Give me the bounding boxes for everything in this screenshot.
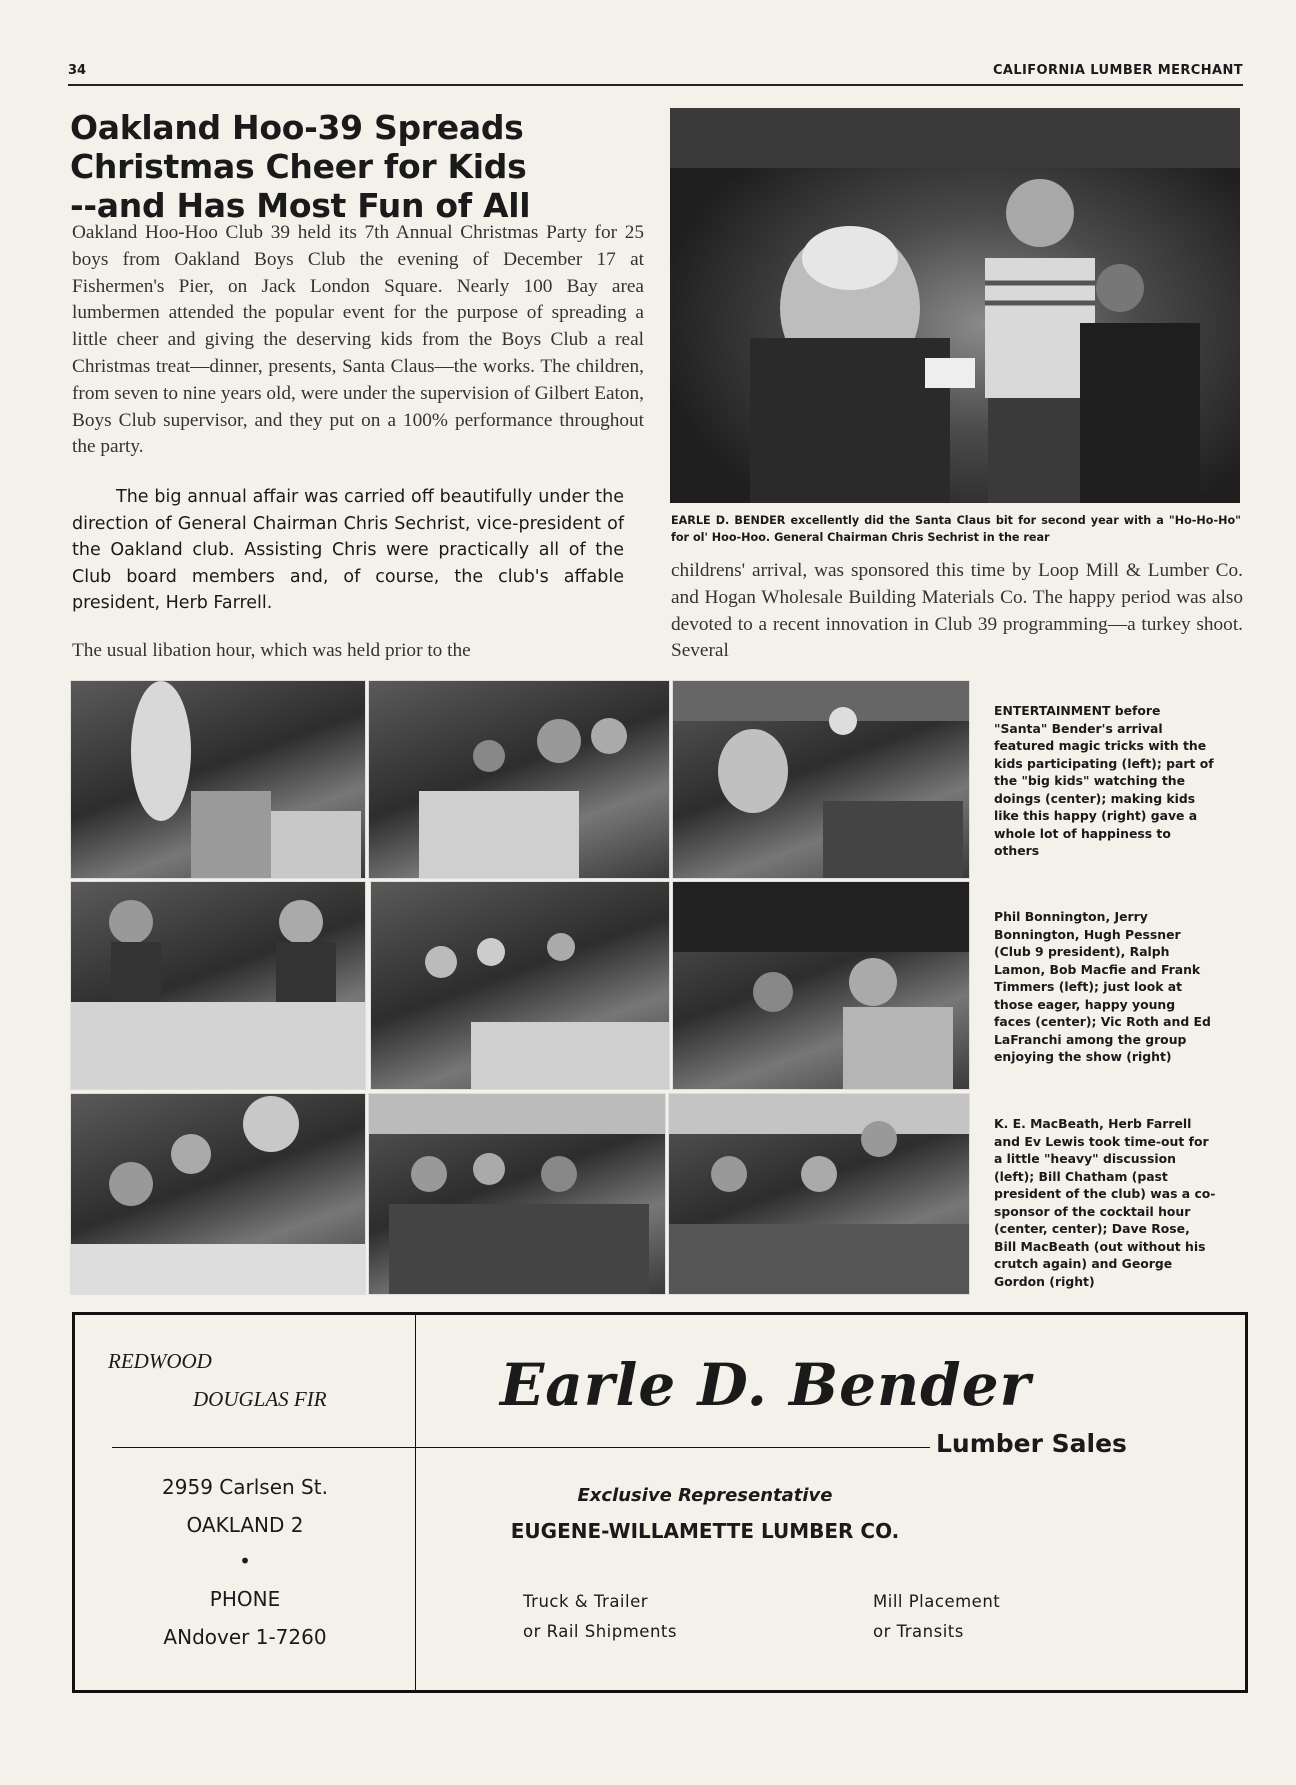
photo-magic-tricks: [70, 680, 366, 879]
grid-caption-row1: ENTERTAINMENT before "Santa" Bender's arrival featured magic tricks with the kids participating (left); part of the "big kids" watching the doings (center); making kids like this happy (right) gave a whole lot of happiness to others: [994, 703, 1214, 858]
ad-city: OAKLAND 2: [186, 1513, 304, 1537]
grid-caption-row2: Phil Bonnington, Jerry Bonnington, Hugh Pessner (Club 9 president), Ralph Lamon, Bob Macfie and Frank Timmers (left); just look at those eager, happy young faces (center); Vic Roth and Ed LaFranchi among the group enjoying the show (right): [994, 909, 1211, 1064]
ad-shipping-line: Mill Placement: [873, 1592, 1001, 1611]
photo-bonnington-group: [70, 881, 366, 1090]
santa-photo-caption: EARLE D. BENDER excellently did the Santa Claus bit for second year with a "Ho-Ho-Ho" for ol' Hoo-Hoo. General Chairman Chris Sechrist in the rear: [671, 514, 1241, 544]
page-header: [68, 58, 1243, 86]
ad-street: 2959 Carlsen St.: [162, 1475, 328, 1499]
article-headline: [70, 108, 650, 225]
article-paragraph-continued: childrens' arrival, was sponsored this time by Loop Mill & Lumber Co. and Hogan Wholesale Building Materials Co. The happy period was also devoted to a recent innovation in Club 39 programming—a turkey shoot. Several: [671, 560, 1243, 662]
article-paragraph: Oakland Hoo-Hoo Club 39 held its 7th Annual Christmas Party for 25 boys from Oakland Boys Club the evening of December 17 at Fishermen's Pier, on Jack London Square. Nearly 100 Bay area lumbermen attended the popular event for the purpose of spreading a little cheer and giving the deserving kids from the Boys Club a real Christmas treat—dinner, presents, Santa Claus—the works. The children, from seven to nine years old, were under the supervision of Gilbert Eaton, Boys Club supervisor, and they put on a 100% performance throughout the party.: [72, 222, 644, 458]
santa-photo: [670, 108, 1240, 503]
headline-line: Oakland Hoo-39 Spreads: [70, 108, 524, 147]
photo-santa-kids: [672, 680, 970, 879]
grid-caption-row3: K. E. MacBeath, Herb Farrell and Ev Lewis took time-out for a little "heavy" discussion (left); Bill Chatham (past president of the club) was a co-sponsor of the cocktail hour (center, center); Dave Rose, Bill MacBeath (out without his crutch again) and George Gordon (right): [994, 1116, 1216, 1289]
ad-exclusive: Exclusive Representative: [577, 1485, 833, 1506]
ad-shipping-line: or Transits: [873, 1622, 964, 1641]
headline-line: --and Has Most Fun of All: [70, 186, 531, 225]
page-number: 34: [68, 63, 87, 78]
ad-phone-number: ANdover 1-7260: [163, 1625, 327, 1649]
ad-shipping-mill: [873, 1587, 1000, 1647]
photo-roth-lafranchi: [672, 881, 970, 1090]
ad-tagline: Lumber Sales: [930, 1429, 1133, 1458]
article-paragraph-bold: The big annual affair was carried off beautifully under the direction of General Chairman Chris Sechrist, vice-president of the Oakland club. Assisting Chris were practically all of the Club board members and, of course, the club's affable president, Herb Farrell.: [72, 487, 624, 613]
ad-wood-douglas-fir: DOUGLAS FIR: [193, 1387, 327, 1411]
article-paragraph: The usual libation hour, which was held prior to the: [72, 640, 471, 661]
ad-shipping-line: Truck & Trailer: [523, 1592, 649, 1611]
photo-heavy-discussion: [70, 1093, 366, 1295]
ad-bullet: •: [239, 1549, 251, 1573]
photo-cocktail-hour: [368, 1093, 666, 1295]
ad-shipping-line: or Rail Shipments: [523, 1622, 677, 1641]
photo-happy-faces: [370, 881, 670, 1090]
bender-advertisement: [72, 1312, 1248, 1693]
ad-company: EUGENE-WILLAMETTE LUMBER CO.: [510, 1519, 900, 1543]
photo-big-kids: [368, 680, 670, 879]
publication-name: CALIFORNIA LUMBER MERCHANT: [992, 63, 1243, 78]
ad-signature: Earle D. Bender: [500, 1351, 1032, 1419]
headline-line: Christmas Cheer for Kids: [70, 147, 527, 186]
ad-divider-horizontal: [112, 1447, 992, 1448]
ad-wood-redwood: REDWOOD: [108, 1349, 212, 1373]
photo-rose-macbeath: [668, 1093, 970, 1295]
ad-shipping-truck: [523, 1587, 677, 1647]
santa-photo-illustration: [670, 108, 1240, 503]
ad-phone-label: PHONE: [209, 1587, 281, 1611]
